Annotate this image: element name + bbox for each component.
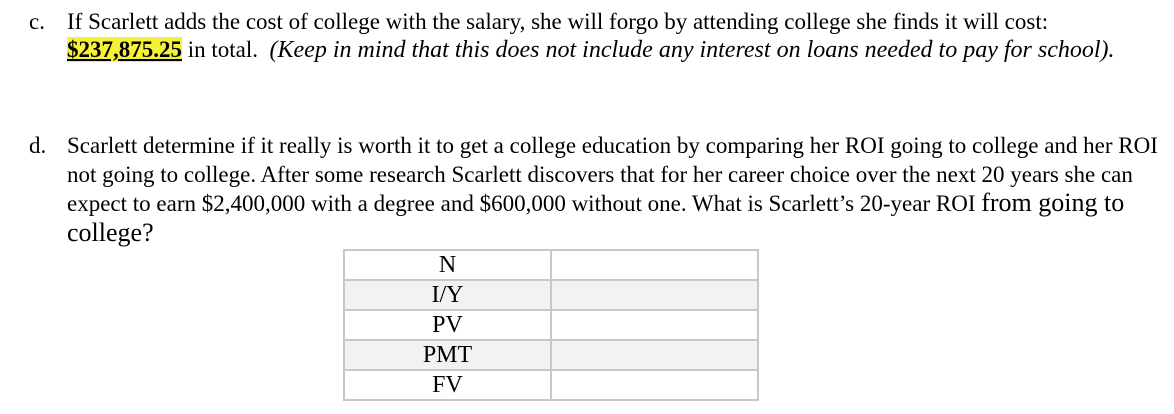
tvm-label-iy: I/Y — [344, 280, 551, 310]
tvm-value-fv[interactable] — [551, 370, 758, 400]
question-c-text — [67, 8, 1160, 64]
tvm-label-fv: FV — [344, 370, 551, 400]
tvm-value-pmt[interactable] — [551, 340, 758, 370]
tvm-value-iy[interactable] — [551, 280, 758, 310]
tvm-label-n: N — [344, 250, 551, 280]
tvm-value-n[interactable] — [551, 250, 758, 280]
question-c-marker: c. — [29, 9, 45, 34]
tvm-value-pv[interactable] — [551, 310, 758, 340]
question-d-text-end: from going to college? — [67, 188, 1125, 247]
table-row — [344, 370, 758, 400]
question-c-text-mid: in total. — [182, 37, 259, 62]
table-row — [344, 280, 758, 310]
highlighted-amount: $237,875.25 — [67, 37, 182, 62]
question-d-marker: d. — [29, 133, 47, 158]
question-c-note: (Keep in mind that this does not include any interest on loans needed to pay for school). — [269, 37, 1115, 63]
table-row — [344, 310, 758, 340]
question-d-text — [67, 132, 1160, 248]
tvm-label-pmt: PMT — [344, 340, 551, 370]
table-row — [344, 340, 758, 370]
question-c-text-start: If Scarlett adds the cost of college with the salary, she will forgo by attending college she finds it will cost: — [67, 9, 1049, 34]
tvm-table — [343, 249, 759, 401]
tvm-label-pv: PV — [344, 310, 551, 340]
question-d-text-start: Scarlett determine if it really is worth it to get a college education by comparing her ROI going to college and her ROI not going to college. After some research Scarlett discovers that for her career choice over the next 20 years she can expect to earn $2,400,000 with a degree and $600,000 without one. What is Scarlett’s 20-year ROI — [67, 133, 1158, 216]
table-row — [344, 250, 758, 280]
